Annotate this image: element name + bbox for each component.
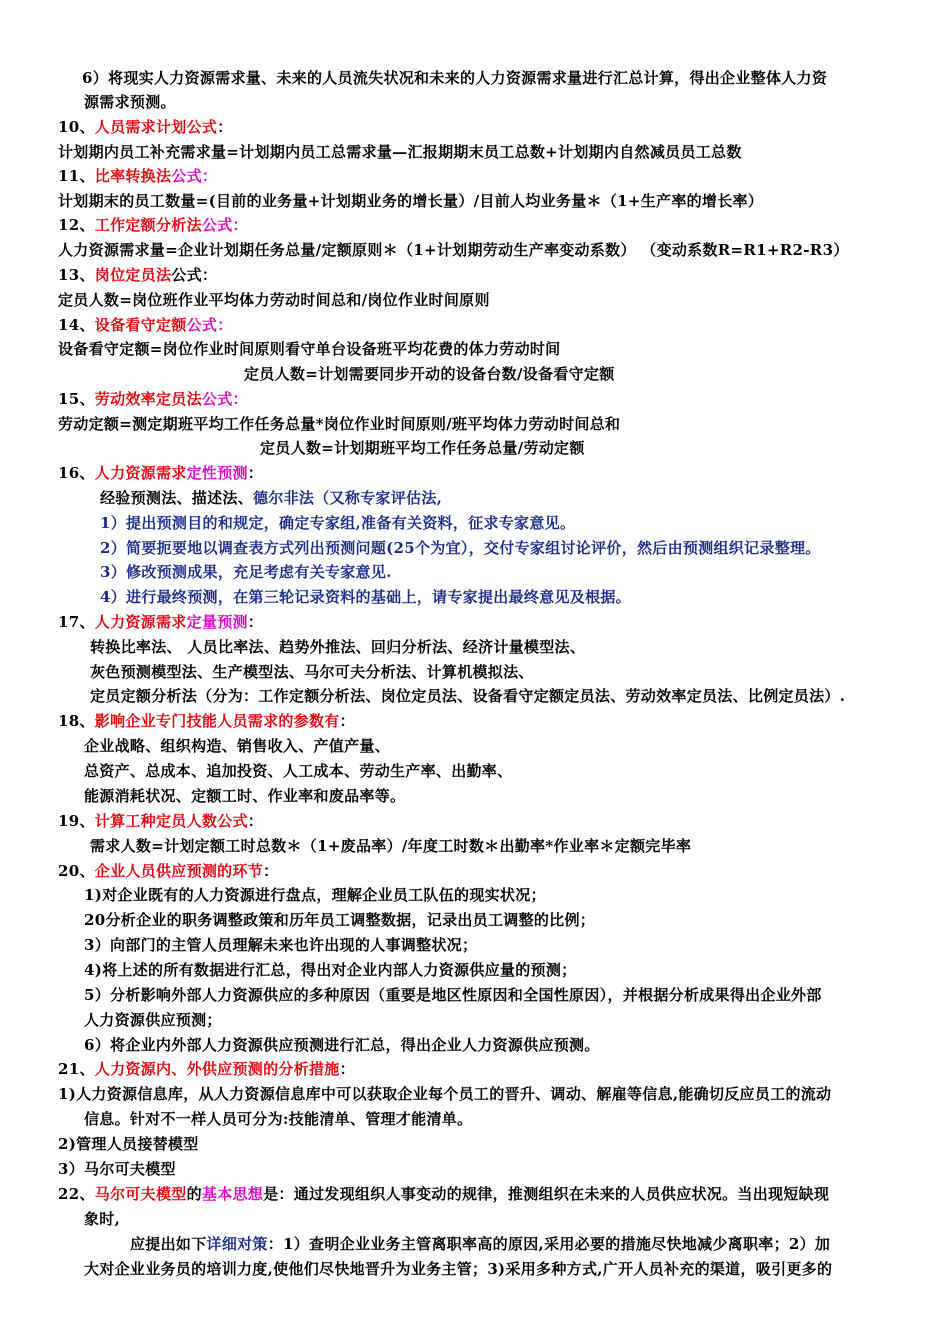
text-span: 人员需求计划公式 <box>94 118 218 136</box>
text-span: 6）将现实人力资源需求量、未来的人员流失状况和未来的人力资源需求量进行汇总计算，得出企业整体人力资 <box>82 69 828 87</box>
text-span: 计划期内员工补充需求量=计划期内员工总需求量—汇报期期末员工总数+计划期内自然减员员工总数 <box>58 143 742 161</box>
text-span: 定员人数=计划期班平均工作任务总量/劳动定额 <box>260 439 585 457</box>
text-line <box>84 1259 832 1279</box>
text-line <box>100 562 392 582</box>
text-span: 1)人力资源信息库，从人力资源信息库中可以获取企业每个员工的晋升、调动、解雇等信息,能确切反应员工的流动 <box>58 1085 832 1103</box>
text-line <box>84 761 512 781</box>
text-span: 劳动定额=测定期班平均工作任务总量*岗位作业时间原则/班平均体力劳动时间总和 <box>58 415 621 433</box>
text-line <box>58 117 233 137</box>
text-span: 公式： <box>201 390 248 408</box>
text-line <box>58 265 217 285</box>
text-span: 定性预测 <box>186 464 248 482</box>
text-span: 人力资源需求 <box>94 464 187 482</box>
text-span: 3）马尔可夫模型 <box>58 1160 176 1178</box>
text-span: 德尔非法（又称专家评估法, <box>253 489 443 507</box>
text-line <box>100 587 631 607</box>
text-span: 经验预测法、描述法、 <box>100 489 254 507</box>
text-span: ： <box>247 812 264 830</box>
text-span: ： <box>247 613 264 631</box>
text-span: 20、 <box>58 862 95 880</box>
text-span: 5）分析影响外部人力资源供应的多种原因（重要是地区性原因和全国性原因），并根据分析成果得出企业外部 <box>84 986 822 1004</box>
text-line <box>90 662 534 682</box>
text-span: 象时, <box>84 1210 121 1228</box>
text-span: 影响企业专门技能人员需求的参数有 <box>94 712 340 730</box>
text-line <box>90 686 845 706</box>
text-line <box>84 1010 222 1030</box>
text-span: 人力资源供应预测； <box>84 1011 222 1029</box>
text-span: 公式： <box>186 316 233 334</box>
text-span: 6）将企业内外部人力资源供应预测进行汇总，得出企业人力资源供应预测。 <box>84 1036 600 1054</box>
text-span: 的 <box>186 1185 202 1203</box>
text-span: 11、 <box>58 167 95 185</box>
text-span: 计划期末的员工数量=(目前的业务量+计划期业务的增长量）/目前人均业务量＊（1+生产率的增长率） <box>58 192 764 210</box>
text-span: 2)管理人员接替模型 <box>58 1135 199 1153</box>
text-line <box>244 364 615 384</box>
text-span: 19、 <box>58 812 95 830</box>
text-span: 定员人数=岗位班作业平均体力劳动时间总和/岗位作业时间原则 <box>58 291 490 309</box>
text-span: 总资产、总成本、追加投资、人工成本、劳动生产率、出勤率、 <box>84 762 513 780</box>
text-line <box>100 513 575 533</box>
text-line <box>84 1109 472 1129</box>
text-line <box>100 488 442 508</box>
text-line <box>84 1035 600 1055</box>
text-line <box>84 885 546 905</box>
text-span: 信息。针对不一样人员可分为:技能清单、管理才能清单。 <box>84 1110 473 1128</box>
text-line <box>84 786 405 806</box>
text-span: 公式： <box>171 266 218 284</box>
text-span: 公式： <box>201 216 248 234</box>
text-line <box>58 142 742 162</box>
text-span: 劳动效率定员法 <box>94 390 202 408</box>
text-span: 16、 <box>58 464 95 482</box>
text-span: 是：通过发现组织人事变动的规律，推测组织在未来的人员供应状况。当出现短缺现 <box>263 1185 830 1203</box>
text-span: ： <box>247 464 264 482</box>
text-line <box>84 92 176 112</box>
text-span: 22、 <box>58 1185 95 1203</box>
text-line <box>100 538 821 558</box>
text-span: ： <box>263 862 279 880</box>
text-line <box>90 637 585 657</box>
text-span: 岗位定员法 <box>94 266 172 284</box>
text-span: 灰色预测模型法、生产模型法、马尔可夫分析法、计算机模拟法、 <box>90 663 534 681</box>
text-span: 源需求预测。 <box>84 93 176 111</box>
text-span: 人力资源需求量=企业计划期任务总量/定额原则＊（1+计划期劳动生产率变动系数） （变动系数R=R1+R2-R3） <box>58 241 849 259</box>
text-line <box>84 910 595 930</box>
text-span: 18、 <box>58 712 95 730</box>
text-span: 应提出如下 <box>130 1235 207 1253</box>
text-line <box>260 438 585 458</box>
text-line <box>58 215 248 235</box>
text-span: ： <box>217 118 233 136</box>
text-line <box>58 1134 199 1154</box>
text-span: 基本思想 <box>201 1185 264 1203</box>
text-line <box>58 711 355 731</box>
text-line <box>58 1184 829 1204</box>
text-span: 1)对企业既有的人力资源进行盘点，理解企业员工队伍的现实状况； <box>84 886 546 904</box>
text-line <box>58 166 217 186</box>
text-span: 人力资源需求 <box>94 613 187 631</box>
text-span: 比率转换法 <box>94 167 172 185</box>
text-span: 工作定额分析法 <box>94 216 202 234</box>
text-span: 计算工种定员人数公式 <box>94 812 248 830</box>
text-line <box>58 1159 176 1179</box>
text-span: 人力资源内、外供应预测的分析措施 <box>94 1060 340 1078</box>
text-span: 设备看守定额 <box>94 316 187 334</box>
text-span: 3）向部门的主管人员理解未来也许出现的人事调整状况； <box>84 936 478 954</box>
text-line <box>84 985 822 1005</box>
text-line <box>84 935 477 955</box>
text-span: 4）进行最终预测，在第三轮记录资料的基础上，请专家提出最终意见及根据。 <box>100 588 631 606</box>
text-line <box>58 315 233 335</box>
text-span: 20分析企业的职务调整政策和历年员工调整数据，记录出员工调整的比例； <box>84 911 596 929</box>
text-line <box>58 414 620 434</box>
text-line <box>130 1234 830 1254</box>
text-span: 1）提出预测目的和规定，确定专家组,准备有关资料，征求专家意见。 <box>100 514 576 532</box>
text-line <box>58 861 278 881</box>
text-span: 2）简要扼要地以调查表方式列出预测问题(25个为宜），交付专家组讨论评价，然后由预测组织记录整理。 <box>100 539 821 557</box>
text-span: 定量预测 <box>186 613 248 631</box>
text-span: 15、 <box>58 390 95 408</box>
text-span: 定员人数=计划需要同步开动的设备台数/设备看守定额 <box>244 365 615 383</box>
text-span: 详细对策 <box>206 1235 268 1253</box>
text-line <box>90 836 691 856</box>
text-span: 定员定额分析法（分为：工作定额分析法、岗位定员法、设备看守定额定员法、劳动效率定员法、比例定员法）. <box>90 687 846 705</box>
text-span: 17、 <box>58 613 95 631</box>
text-span: 转换比率法、 人员比率法、趋势外推法、回归分析法、经济计量模型法、 <box>90 638 586 656</box>
text-span: 需求人数=计划定额工时总数＊（1+废品率）/年度工时数＊出勤率*作业率＊定额完毕率 <box>90 837 692 855</box>
text-span: 12、 <box>58 216 95 234</box>
text-line <box>82 68 827 88</box>
text-line <box>58 240 849 260</box>
text-line <box>84 960 576 980</box>
text-span: 大对企业业务员的培训力度,使他们尽快地晋升为业务主管；3)采用多种方式,广开人员补充的渠道，吸引更多的 <box>84 1260 833 1278</box>
text-span: 14、 <box>58 316 95 334</box>
text-span: 马尔可夫模型 <box>94 1185 187 1203</box>
text-span: 10、 <box>58 118 95 136</box>
text-span: ：1）查明企业业务主管离职率高的原因,采用必要的措施尽快地减少离职率；2）加 <box>267 1235 831 1253</box>
text-span: 企业战略、组织构造、销售收入、产值产量、 <box>84 737 391 755</box>
text-span: 能源消耗状况、定额工时、作业率和废品率等。 <box>84 787 406 805</box>
text-span: 公式： <box>171 167 218 185</box>
text-span: 21、 <box>58 1060 95 1078</box>
text-line <box>58 1059 355 1079</box>
text-span: 设备看守定额=岗位作业时间原则看守单台设备班平均花费的体力劳动时间 <box>58 340 561 358</box>
text-line <box>58 612 263 632</box>
text-span: 4)将上述的所有数据进行汇总，得出对企业内部人力资源供应量的预测； <box>84 961 577 979</box>
text-line <box>84 1209 120 1229</box>
text-line <box>58 339 560 359</box>
text-span: ： <box>339 1060 355 1078</box>
text-line <box>84 736 390 756</box>
text-span: 企业人员供应预测的环节 <box>94 862 264 880</box>
text-line <box>58 191 763 211</box>
text-line <box>58 811 263 831</box>
text-line <box>58 290 490 310</box>
text-line <box>58 389 248 409</box>
text-span: ： <box>339 712 355 730</box>
text-line <box>58 463 263 483</box>
text-span: 3）修改预测成果，充足考虑有关专家意见. <box>100 563 392 581</box>
text-line <box>58 1084 831 1104</box>
text-span: 13、 <box>58 266 95 284</box>
